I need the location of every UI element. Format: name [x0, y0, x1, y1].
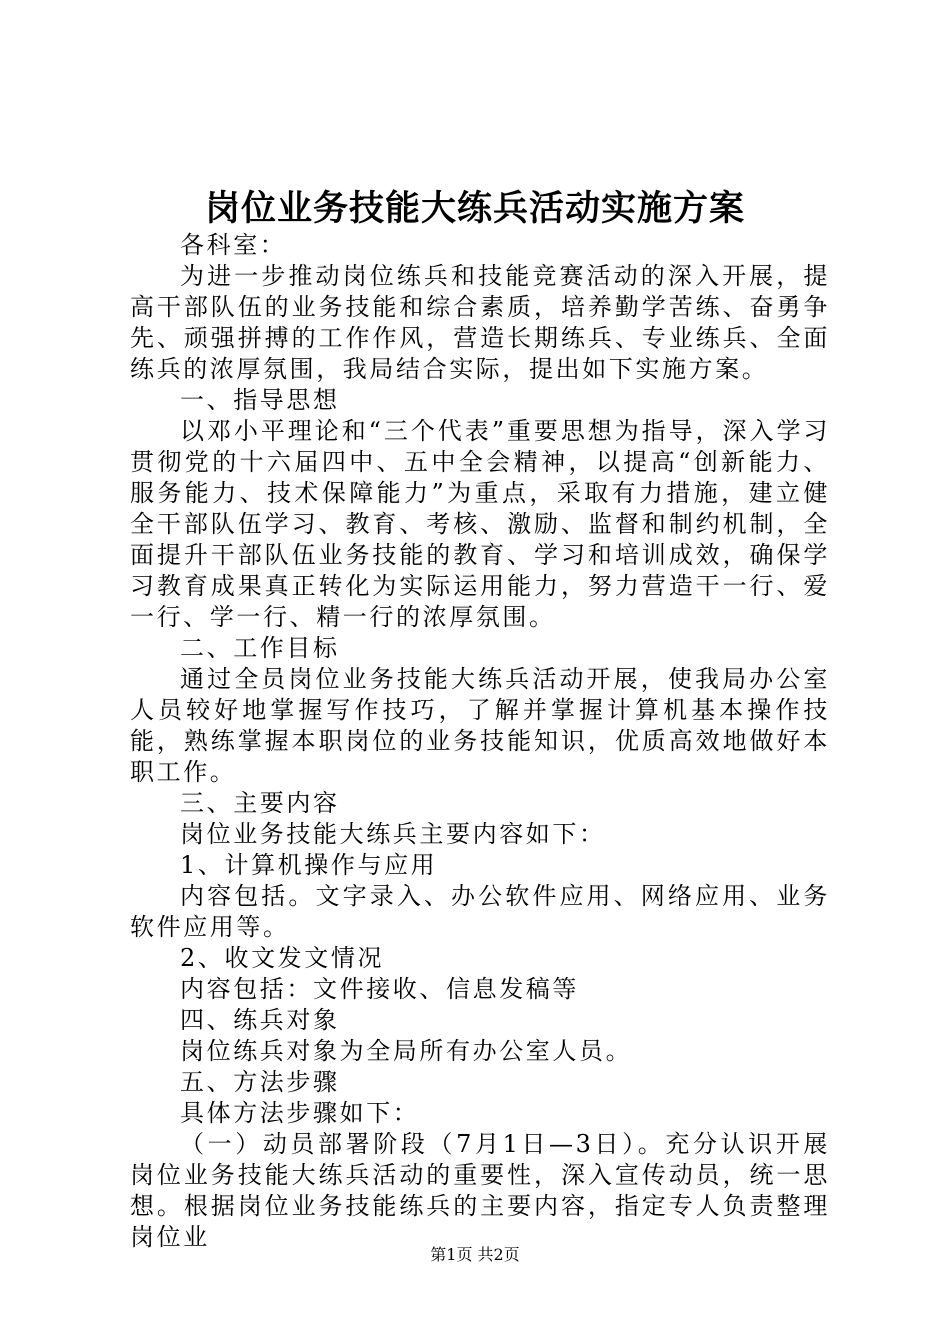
subheading-document-handling: 2、收文发文情况	[180, 944, 385, 972]
section-heading-work-goal: 二、工作目标	[180, 634, 340, 662]
main-content-intro: 岗位业务技能大练兵主要内容如下：	[180, 820, 606, 848]
method-steps-intro: 具体方法步骤如下：	[180, 1099, 420, 1127]
guiding-thought-paragraph: 以邓小平理论和“三个代表”重要思想为指导，深入学习贯彻党的十六届四中、五中全会精神，以提高“创新能力、服务能力、技术保障能力”为重点，采取有力措施，建立健全干部队伍学习、教育、考核、激励、监督和制约机制，全面提升干部队伍业务技能的教育、学习和培训成效，确保学习教育成果真正转化为实际运用能力，努力营造干一行、爱一行、学一行、精一行的浓厚氛围。	[130, 417, 830, 631]
section-heading-method-steps: 五、方法步骤	[180, 1068, 340, 1096]
section-heading-main-content: 三、主要内容	[180, 789, 340, 817]
section-heading-participants: 四、练兵对象	[180, 1006, 340, 1034]
document-handling-paragraph: 内容包括：文件接收、信息发稿等	[180, 975, 579, 1003]
document-body	[130, 230, 830, 1253]
phase-one-paragraph: （一）动员部署阶段（7月1日—3日）。充分认识开展岗位业务技能大练兵活动的重要性，深入宣传动员，统一思想。根据岗位业务技能练兵的主要内容，指定专人负责整理岗位业	[130, 1130, 830, 1251]
subheading-computer-operation: 1、计算机操作与应用	[180, 851, 438, 879]
work-goal-paragraph: 通过全员岗位业务技能大练兵活动开展，使我局办公室人员较好地掌握写作技巧，了解并掌握计算机基本操作技能，熟练掌握本职岗位的业务技能知识，优质高效地做好本职工作。	[130, 665, 830, 786]
intro-paragraph: 为进一步推动岗位练兵和技能竞赛活动的深入开展，提高干部队伍的业务技能和综合素质，培养勤学苦练、奋勇争先、顽强拼搏的工作作风，营造长期练兵、专业练兵、全面练兵的浓厚氛围，我局结合实际，提出如下实施方案。	[130, 262, 830, 383]
salutation: 各科室：	[180, 231, 287, 259]
section-heading-guiding-thought: 一、指导思想	[180, 386, 340, 414]
computer-operation-paragraph: 内容包括。文字录入、办公软件应用、网络应用、业务软件应用等。	[130, 882, 830, 941]
participants-paragraph: 岗位练兵对象为全局所有办公室人员。	[180, 1037, 633, 1065]
document-title: 岗位业务技能大练兵活动实施方案	[204, 188, 745, 229]
page-footer: 第1页 共2页	[430, 1245, 520, 1264]
